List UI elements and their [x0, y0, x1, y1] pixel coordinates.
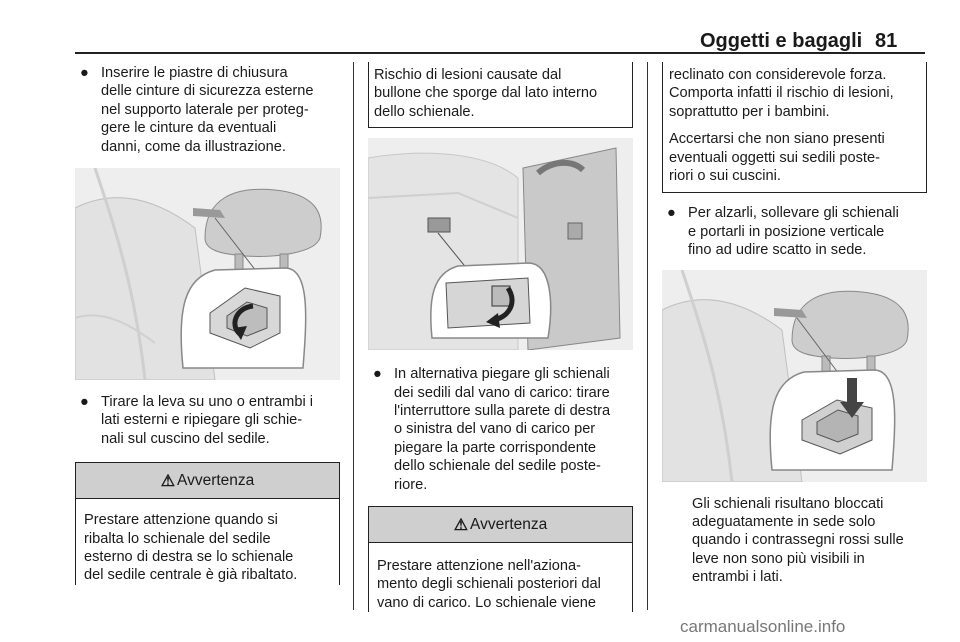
bullet-item-pull-lever: [75, 393, 340, 448]
line: nali sul cuscino del sedile.: [101, 430, 270, 447]
line: riori o sui cuscini.: [669, 168, 781, 185]
header-rule: [75, 52, 925, 54]
line: reclinato con considerevole forza.: [669, 67, 887, 83]
figure-seatbelt-holder: [75, 168, 340, 380]
line: Prestare attenzione quando si: [84, 512, 278, 529]
line: Rischio di lesioni causate dal: [374, 67, 562, 83]
bullet-dot-icon: ●: [80, 65, 89, 81]
line: dello schienale.: [374, 103, 475, 120]
line: Tirare la leva su uno o entrambi i: [101, 394, 313, 411]
warning-box-1: [75, 462, 340, 585]
bullet-dot-icon: ●: [667, 205, 676, 222]
line: eventuali oggetti sui sedili poste-: [669, 149, 880, 166]
warning-box-continued-2: [662, 62, 927, 193]
line: gere le cinture da eventuali: [101, 120, 277, 137]
column-3: [662, 62, 927, 587]
column-divider-2: [647, 62, 648, 610]
warning-body: [76, 499, 339, 585]
line: In alternativa piegare gli schienali: [394, 366, 610, 383]
line: danni, come da illustrazione.: [101, 138, 286, 155]
line: adeguatamente in sede solo: [692, 514, 876, 531]
warning-triangle-icon: ⚠: [160, 472, 176, 490]
down-arrow-icon: [847, 378, 857, 404]
line: Prestare attenzione nell'aziona-: [377, 558, 581, 575]
watermark: carmanualsonline.info: [680, 617, 846, 636]
line: riore.: [394, 476, 428, 493]
line: e portarli in posizione verticale: [688, 223, 885, 240]
line: nel supporto laterale per proteg-: [101, 101, 309, 118]
column-divider-1: [353, 62, 354, 610]
line: delle cinture di sicurezza esterne: [101, 83, 314, 100]
warning-triangle-icon: ⚠: [453, 516, 469, 534]
line: Comporta infatti il rischio di lesioni,: [669, 85, 894, 102]
line: lati esterni e ripiegare gli schie-: [101, 412, 303, 429]
line: esterno di destra se lo schienale: [84, 549, 294, 566]
warning-box-continued-1: [368, 62, 633, 128]
running-header-title: Oggetti e bagagli: [700, 30, 863, 52]
column-1: [75, 64, 340, 585]
line: Gli schienali risultano bloccati: [692, 495, 884, 512]
line: piegare la parte corrispondente: [394, 439, 597, 456]
figure-cargo-release: [368, 138, 633, 350]
warning-box-2: [368, 506, 633, 612]
line: o sinistra del vano di carico per: [394, 421, 596, 438]
line: dei sedili dal vano di carico: tirare: [394, 384, 610, 401]
warning-title: Avvertenza: [470, 515, 548, 533]
line: soprattutto per i bambini.: [669, 103, 830, 120]
warning-title: Avvertenza: [177, 471, 255, 489]
line: dello schienale del sedile poste-: [394, 458, 601, 475]
page-number: 81: [875, 30, 898, 52]
line: bullone che sporge dal lato interno: [374, 85, 598, 102]
line: Inserire le piastre di chiusura: [101, 65, 288, 81]
warning-header: [76, 463, 339, 499]
figure-backrest-latch: [662, 270, 927, 482]
line: mento degli schienali posteriori dal: [377, 576, 601, 593]
line: Per alzarli, sollevare gli schienali: [688, 205, 899, 222]
line: del sedile centrale è già ribaltato.: [84, 567, 298, 584]
line: vano di carico. Lo schienale viene: [377, 594, 597, 611]
line: l'interruttore sulla parete di destra: [394, 403, 611, 420]
bullet-dot-icon: ●: [373, 366, 382, 383]
line: ribalta lo schienale del sedile: [84, 530, 271, 547]
line: fino ad udire scatto in sede.: [688, 242, 867, 259]
note-paragraph: [662, 495, 927, 587]
bullet-item-raise-backrests: [662, 204, 927, 259]
line: entrambi i lati.: [692, 569, 783, 586]
warning-header: [369, 507, 632, 543]
bullet-item-fold-from-cargo: [368, 365, 633, 494]
line: quando i contrassegni rossi sulle: [692, 532, 904, 549]
bullet-dot-icon: ●: [80, 394, 89, 411]
bullet-item-belt-plates: [75, 64, 340, 156]
warning-body: [369, 543, 632, 612]
line: Accertarsi che non siano presenti: [669, 131, 885, 148]
line: leve non sono più visibili in: [692, 550, 865, 567]
column-2: [368, 62, 633, 612]
